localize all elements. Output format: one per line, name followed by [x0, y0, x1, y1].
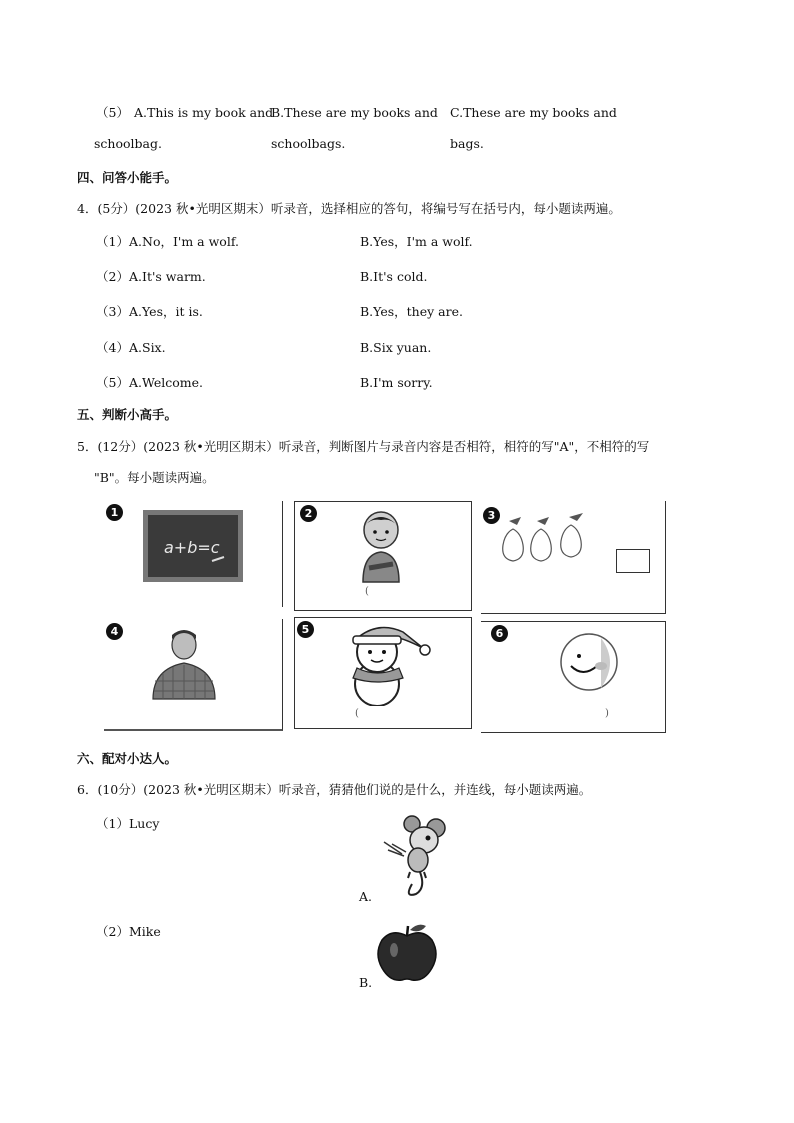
- picture-panel-6: [481, 621, 666, 733]
- panel-2-mark: (: [365, 586, 369, 597]
- q4-item-option-b: B.Yes，I'm a wolf.: [360, 234, 473, 249]
- q4-item-option-a: A.Yes，it is.: [129, 304, 203, 319]
- panel-number-2: 2: [300, 505, 317, 522]
- small-card: [616, 549, 650, 573]
- section-6-title: 六、配对小达人。: [77, 751, 178, 766]
- panel-6-mark: ): [605, 708, 609, 719]
- q6-option-b-label: B.: [359, 975, 373, 990]
- snowman-picture: [333, 622, 433, 706]
- q4-stem: 4．(5分）(2023 秋•光明区期末）听录音，选择相应的答句，将编号写在括号内，每小题读两遍。: [77, 201, 621, 216]
- apple-picture: [374, 922, 440, 984]
- picture-panel-3: [481, 501, 666, 614]
- panel-number-5: 5: [297, 621, 314, 638]
- picture-panel-1: [104, 501, 283, 607]
- q5-stem-line1: 5．(12分）(2023 秋•光明区期末）听录音，判断图片与录音内容是否相符，相符的写"A"，不相符的写: [77, 439, 650, 454]
- q4-item-option-b: B.Yes，they are.: [360, 304, 463, 319]
- pears-picture: [499, 507, 599, 563]
- picture-panel-5: [294, 617, 472, 729]
- q3-item5-option-c: C.These are my books and: [450, 105, 617, 120]
- q4-item-number: （5）: [96, 375, 129, 390]
- q4-item-option-a: A.It's warm.: [129, 269, 206, 284]
- q3-item5-option-a: A.This is my book and: [134, 105, 274, 120]
- q3-item5-option-c-cont: bags.: [450, 136, 484, 151]
- q6-item2-name: Mike: [129, 924, 161, 939]
- q4-item-option-b: B.Six yuan.: [360, 340, 432, 355]
- moon-picture: [559, 632, 619, 694]
- picture-panel-2: [294, 501, 472, 611]
- picture-panel-4: [104, 619, 283, 731]
- q4-item-option-a: A.Six.: [129, 340, 166, 355]
- q4-item-number: （4）: [96, 340, 129, 355]
- q5-stem-line2: "B"。每小题读两遍。: [94, 470, 215, 485]
- q3-item5-number: （5）: [96, 105, 129, 120]
- q3-item5-option-b: B.These are my books and: [271, 105, 438, 120]
- q6-option-a-label: A.: [359, 889, 373, 904]
- panel-5-mark: (: [355, 708, 359, 719]
- panel-number-1: 1: [106, 504, 123, 521]
- q6-item1-number: （1）: [96, 816, 129, 831]
- boy-picture: [351, 508, 411, 588]
- q4-item-number: （3）: [96, 304, 129, 319]
- q4-item-number: （1）: [96, 234, 129, 249]
- blackboard-text: a+b=c: [164, 538, 220, 557]
- q4-item-number: （2）: [96, 269, 129, 284]
- section-4-title: 四、问答小能手。: [77, 170, 178, 185]
- panel-number-4: 4: [106, 623, 123, 640]
- q4-item-option-a: A.Welcome.: [129, 375, 203, 390]
- q6-item1-name: Lucy: [129, 816, 160, 831]
- q6-item2-number: （2）: [96, 924, 129, 939]
- mouse-picture: [376, 814, 450, 900]
- man-picture: [149, 625, 219, 701]
- q4-item-option-a: A.No，I'm a wolf.: [129, 234, 239, 249]
- panel-number-6: 6: [491, 625, 508, 642]
- blackboard-picture: [142, 509, 244, 583]
- q6-stem: 6．(10分）(2023 秋•光明区期末）听录音，猜猜他们说的是什么，并连线，每小题读两遍。: [77, 782, 592, 797]
- q3-item5-option-b-cont: schoolbags.: [271, 136, 346, 151]
- panel-number-3: 3: [483, 507, 500, 524]
- q3-item5-option-a-cont: schoolbag.: [94, 136, 162, 151]
- q4-item-option-b: B.I'm sorry.: [360, 375, 433, 390]
- section-5-title: 五、判断小高手。: [77, 407, 178, 422]
- q4-item-option-b: B.It's cold.: [360, 269, 428, 284]
